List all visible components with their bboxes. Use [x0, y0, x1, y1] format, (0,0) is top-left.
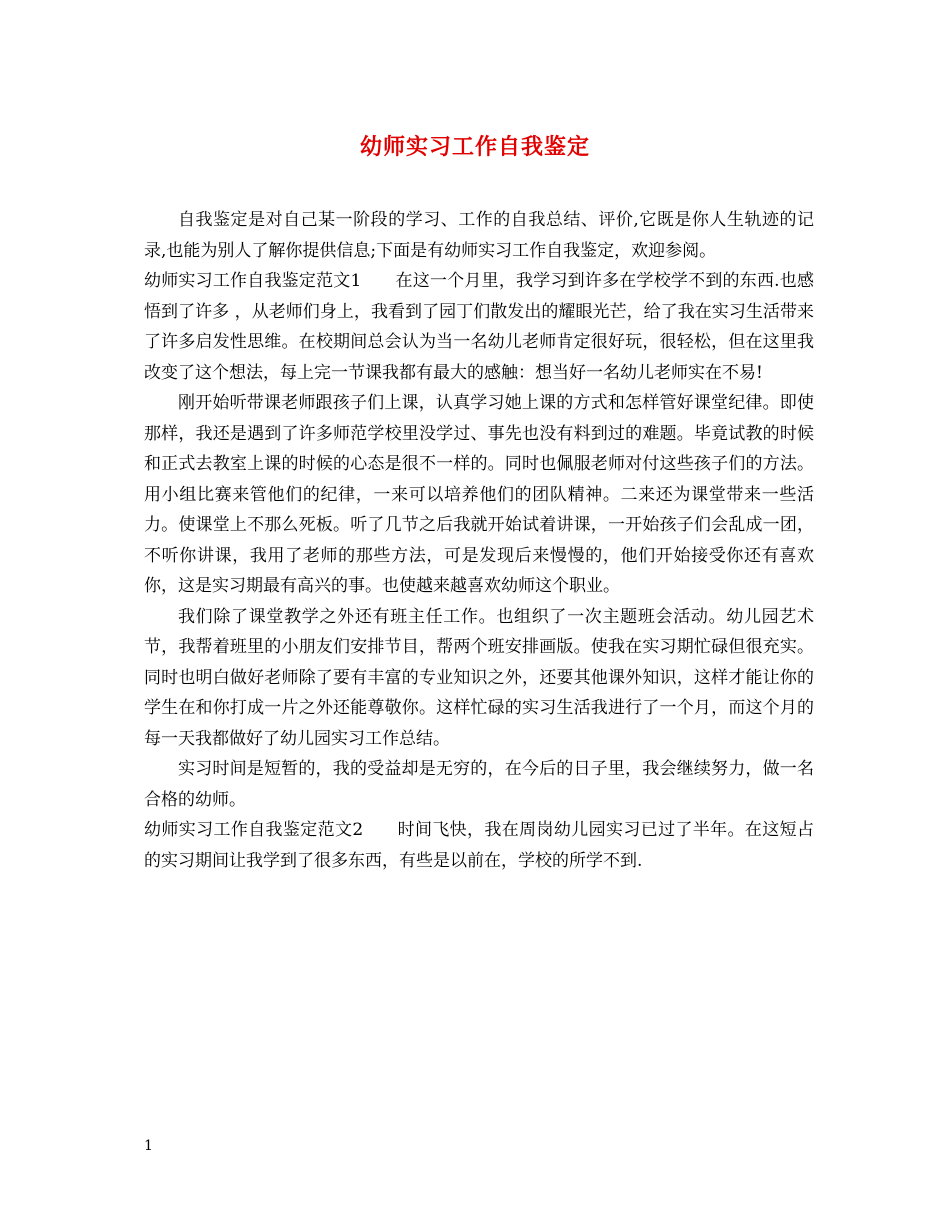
sample1-paragraph-1: 在这一个月里，我学习到许多在学校学不到的东西.也感悟到了许多 ，从老师们身上，我看到了园丁们散发出的耀眼光芒，给了我在实习生活带来了许多启发性思维。在校期间总会认为当一名幼儿老师肯定很好玩，很轻松，但在这里我改变了这个想法，每上完一节课我都有最大的感触：想当好一名幼儿老师实在不易!: [144, 271, 814, 383]
document-body: [144, 205, 814, 876]
intro-paragraph: 自我鉴定是对自己某一阶段的学习、工作的自我总结、评价,它既是你人生轨迹的记录,也能为别人了解你提供信息;下面是有幼师实习工作自我鉴定，欢迎参阅。: [144, 210, 814, 261]
sample1-paragraph-4: 实习时间是短暂的，我的受益却是无穷的，在今后的日子里，我会继续努力，做一名合格的幼师。: [144, 759, 814, 810]
sample2-first-paragraph: [144, 815, 814, 876]
sample1-paragraph-3: 我们除了课堂教学之外还有班主任工作。也组织了一次主题班会活动。幼儿园艺术节，我帮着班里的小朋友们安排节目，帮两个班安排画版。使我在实习期忙碌但很充实。同时也明白做好老师除了要有丰富的专业知识之外，还要其他课外知识，这样才能让你的学生在和你打成一片之外还能尊敬你。这样忙碌的实习生活我进行了一个月，而这个月的每一天我都做好了幼儿园实习工作总结。: [144, 606, 814, 749]
sample1-first-paragraph: [144, 266, 814, 388]
sample1-paragraph-2: 刚开始听带课老师跟孩子们上课，认真学习她上课的方式和怎样管好课堂纪律。即使那样，我还是遇到了许多师范学校里没学过、事先也没有料到过的难题。毕竟试教的时候和正式去教室上课的时候的心态是很不一样的。同时也佩服老师对付这些孩子们的方法。用小组比赛来管他们的纪律，一来可以培养他们的团队精神。二来还为课堂带来一些活力。使课堂上不那么死板。听了几节之后我就开始试着讲课，一开始孩子们会乱成一团，不听你讲课，我用了老师的那些方法，可是发现后来慢慢的，他们开始接受你还有喜欢你，这是实习期最有高兴的事。也使越来越喜欢幼师这个职业。: [144, 393, 814, 596]
sample1-heading: 幼师实习工作自我鉴定范文1: [144, 271, 362, 291]
document-title: 幼师实习工作自我鉴定: [359, 134, 590, 160]
sample2-heading: 幼师实习工作自我鉴定范文2: [144, 820, 364, 840]
sample2-paragraph-1: 时间飞快，我在周岗幼儿园实习已过了半年。在这短占的实习期间让我学到了很多东西，有些是以前在，学校的所学不到.: [144, 820, 814, 871]
page-number: 1: [144, 1138, 153, 1154]
